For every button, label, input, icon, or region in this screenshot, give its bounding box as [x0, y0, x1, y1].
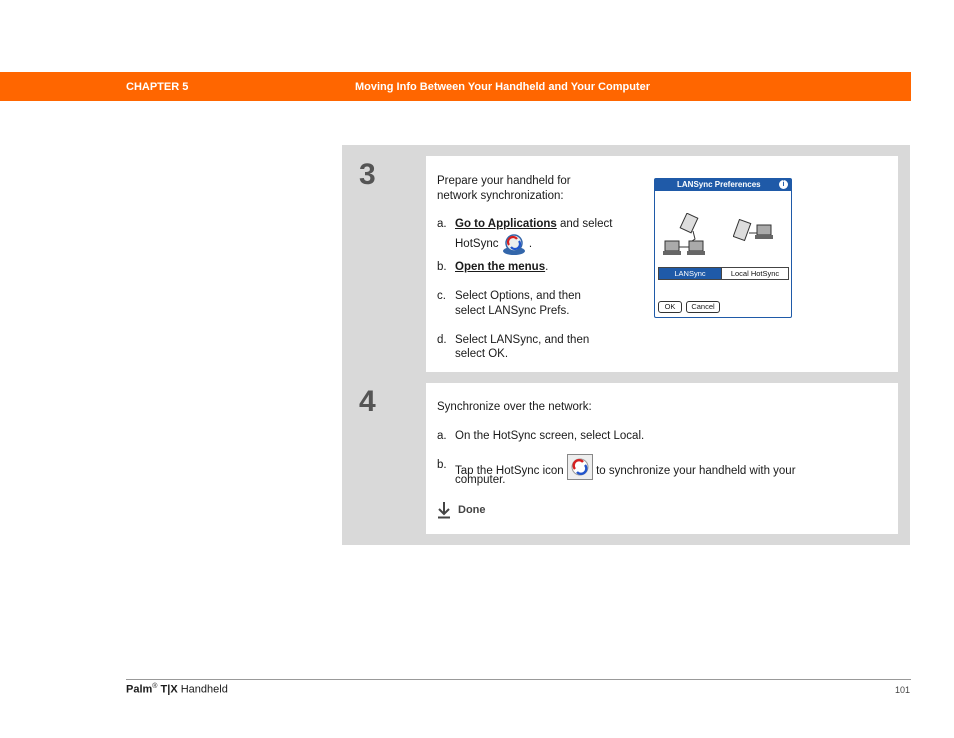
- chapter-label: CHAPTER 5: [126, 81, 189, 93]
- footer-product: Palm® T|X Handheld: [126, 683, 228, 696]
- cancel-button[interactable]: Cancel: [686, 301, 720, 313]
- local-hotsync-icon: [733, 219, 775, 249]
- step3-item-a-line2: HotSync .: [455, 232, 532, 256]
- done-label: Done: [458, 504, 486, 516]
- info-icon: i: [779, 180, 788, 189]
- hotsync-button-icon: [567, 454, 593, 480]
- done-arrow-icon: [437, 501, 451, 519]
- hotsync-icon: [502, 232, 526, 256]
- page-number: 101: [895, 685, 911, 695]
- go-to-applications-link[interactable]: Go to Applications: [455, 218, 557, 230]
- ok-button[interactable]: OK: [658, 301, 682, 313]
- step-number: 4: [359, 385, 376, 418]
- step3-item-c-line2: select LANSync Prefs.: [455, 305, 570, 317]
- chapter-header: [0, 72, 911, 101]
- step3-item-d-line2: select OK.: [455, 348, 509, 360]
- lansync-network-icon: [663, 213, 709, 257]
- open-the-menus-link[interactable]: Open the menus: [455, 261, 546, 273]
- screen-title-bar: [655, 179, 791, 191]
- screen-title: LANSync Preferences: [677, 180, 761, 189]
- lansync-preferences-screenshot: [654, 178, 792, 318]
- step4-item-b-line2: computer.: [455, 474, 506, 486]
- chapter-title: Moving Info Between Your Handheld and Your Computer: [355, 81, 650, 93]
- step4-intro: Synchronize over the network:: [437, 401, 592, 413]
- step-3: [353, 156, 898, 372]
- lansync-segment[interactable]: LANSync: [658, 267, 722, 280]
- footer-rule: [126, 679, 911, 680]
- step-number: 3: [359, 158, 376, 191]
- step3-intro: Prepare your handheld for network synchronization:: [437, 175, 571, 202]
- local-hotsync-segment[interactable]: Local HotSync: [721, 267, 789, 280]
